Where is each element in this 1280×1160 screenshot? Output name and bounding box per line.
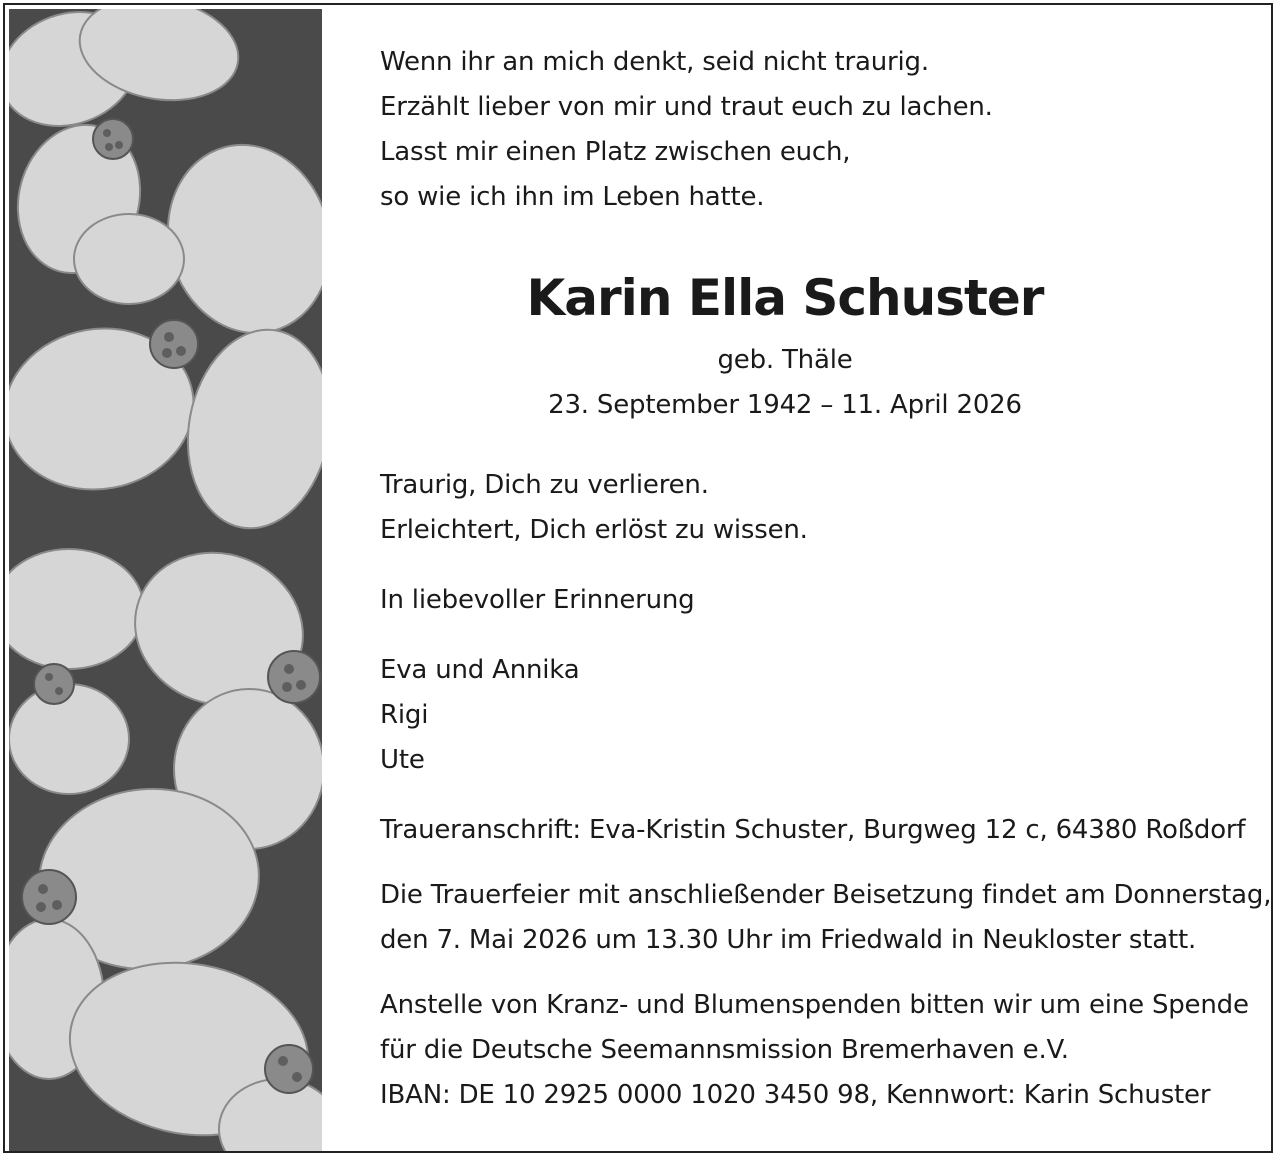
deceased-name: Karin Ella Schuster (526, 269, 1044, 327)
poem-line: Erzählt lieber von mir und traut euch zu lachen. (380, 92, 993, 122)
mourner-name: Eva und Annika (380, 655, 580, 685)
maiden-name: geb. Thäle (717, 345, 853, 375)
mourners (380, 648, 1240, 783)
ceremony-info (380, 873, 1272, 963)
life-dates: 23. September 1942 – 11. April 2026 (548, 390, 1022, 420)
deceased-block (380, 268, 1190, 428)
mourner-name: Ute (380, 745, 425, 775)
mourner-name: Rigi (380, 700, 429, 730)
poem (380, 40, 1240, 220)
address-line: Traueranschrift: Eva-Kristin Schuster, Burgweg 12 c, 64380 Roßdorf (380, 815, 1246, 845)
mourning-address (380, 808, 1246, 853)
sentiment-line: Erleichtert, Dich erlöst zu wissen. (380, 515, 808, 545)
poem-line: Wenn ihr an mich denkt, seid nicht traurig. (380, 47, 929, 77)
ceremony-line: den 7. Mai 2026 um 13.30 Uhr im Friedwald in Neukloster statt. (380, 925, 1197, 955)
remembrance-line: In liebevoller Erinnerung (380, 585, 695, 615)
sentiment (380, 463, 1240, 553)
donation-line: IBAN: DE 10 2925 0000 1020 3450 98, Kennwort: Karin Schuster (380, 1080, 1211, 1110)
notice-text (380, 40, 1272, 1118)
sentiment-line: Traurig, Dich zu verlieren. (380, 470, 709, 500)
poem-line: so wie ich ihn im Leben hatte. (380, 182, 765, 212)
ceremony-line: Die Trauerfeier mit anschließender Beisetzung findet am Donnerstag, (380, 880, 1272, 910)
flower-photo (9, 9, 322, 1151)
dogwood-blossoms-image (9, 9, 322, 1151)
donation-line: für die Deutsche Seemannsmission Bremerhaven e.V. (380, 1035, 1069, 1065)
donation-line: Anstelle von Kranz- und Blumenspenden bitten wir um eine Spende (380, 990, 1249, 1020)
remembrance (380, 578, 1240, 623)
poem-line: Lasst mir einen Platz zwischen euch, (380, 137, 851, 167)
donation-info (380, 983, 1249, 1118)
